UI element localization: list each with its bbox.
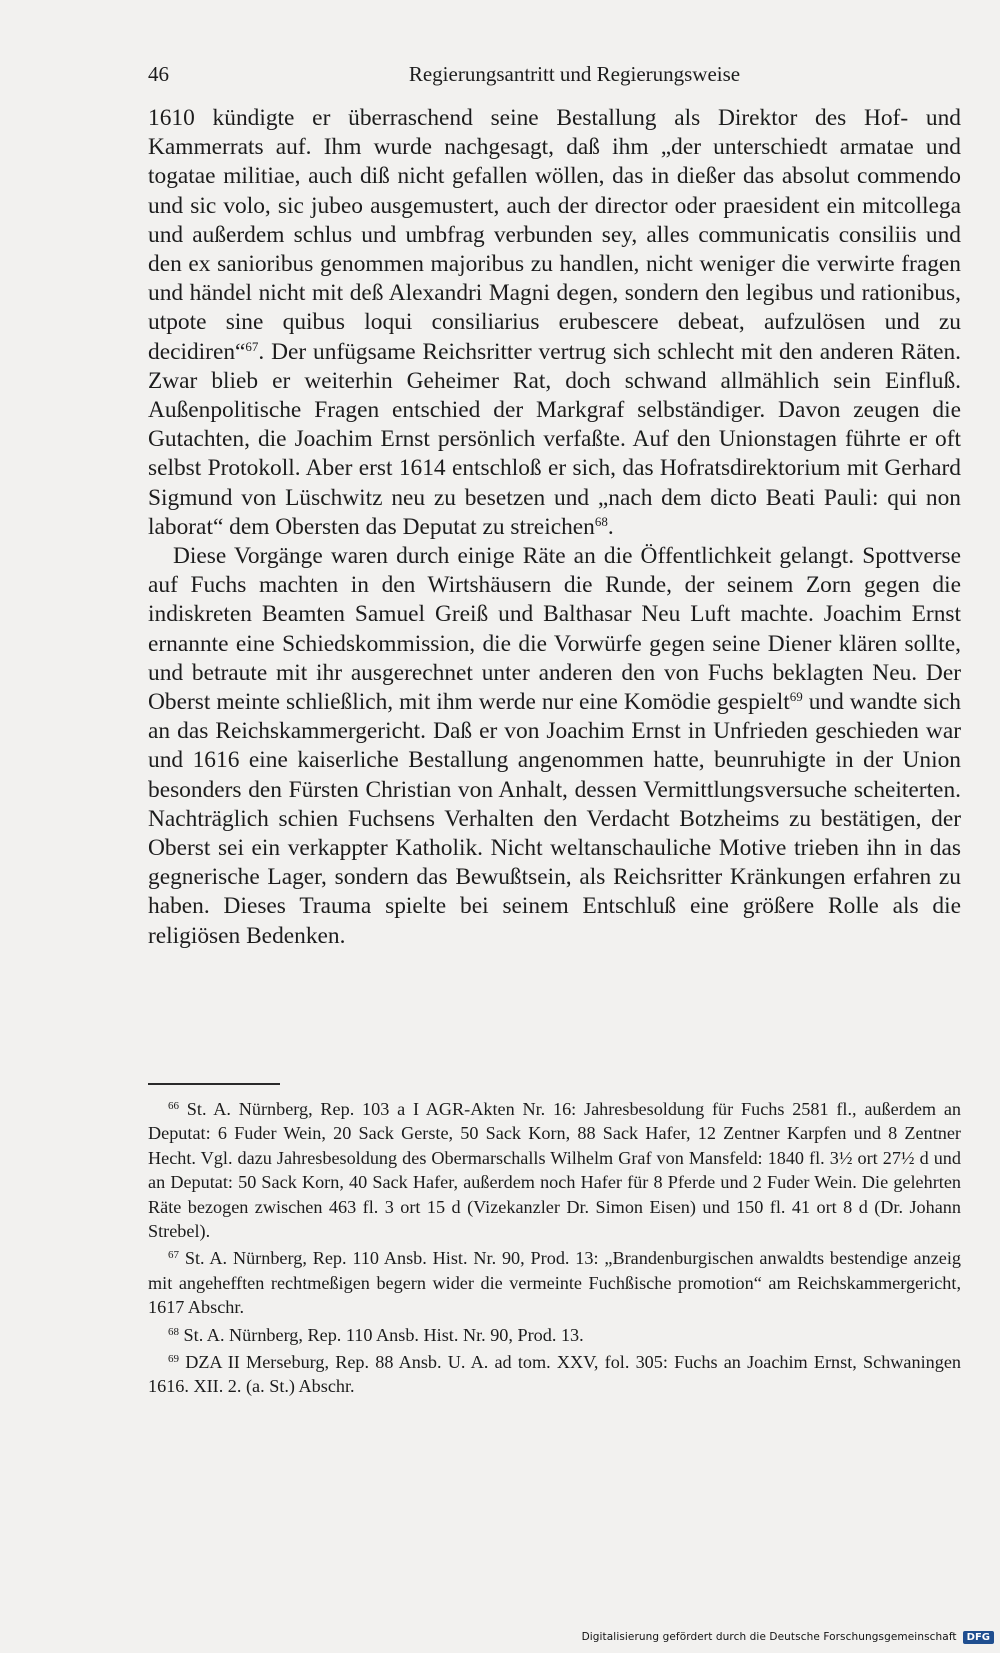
digitization-notice xyxy=(582,1629,994,1645)
footnote-text: St. A. Nürnberg, Rep. 110 Ansb. Hist. Nr. 90, Prod. 13. xyxy=(183,1324,584,1345)
dfg-logo-icon: DFG xyxy=(963,1631,994,1644)
running-head: Regierungsantritt und Regierungsweise xyxy=(408,62,741,86)
footnote-text: St. A. Nürnberg, Rep. 103 a I AGR-Akten Nr. 16: Jahresbesoldung für Fuchs 2581 fl., außerdem an Deputat: 6 Fuder Wein, 20 Sack Gerste, 50 Sack Korn, 88 Sack Hafer, 12 Zentner Karpfen und 8 Zentner Hecht. Vgl. dazu Jahresbesoldung des Obermarschalls Wilhelm Graf von Mansfeld: 1840 fl. 3½ ort 27½ d und an Deputat: 50 Sack Korn, 40 Sack Hafer, außerdem noch Hafer für 8 Pferde und 2 Fuder Wein. Die gelehrten Räte bezogen zwischen 463 fl. 3 ort 15 d (Vizekanzler Dr. Simon Eisen) und 150 fl. 41 ort 8 d (Dr. Johann Strebel). xyxy=(148,1099,961,1242)
footnote-ref-68[interactable]: 68 xyxy=(594,513,608,529)
page-number: 46 xyxy=(148,62,169,86)
footnote-66 xyxy=(148,1097,961,1243)
footnote-text: DZA II Merseburg, Rep. 88 Ansb. U. A. ad tom. XXV, fol. 305: Fuchs an Joachim Ernst, Schwaningen 1616. XII. 2. (a. St.) Abschr. xyxy=(148,1352,961,1397)
footnotes xyxy=(148,1097,961,1402)
text-run: . Der unfügsame Reichsritter vertrug sich schlecht mit den anderen Räten. Zwar blieb er weiterhin Geheimer Rat, doch schwand allmählich sein Einfluß. Außenpolitische Fragen entschied der Markgraf selbständiger. Davon zeugen die Gutachten, die Joachim Ernst persönlich verfaßte. Auf den Unionstagen führte er oft selbst Protokoll. Aber erst 1614 entschloß er sich, das Hofratsdirektorium mit Gerhard Sigmund von Lüschwitz neu zu besetzen und „nach dem dicto Beati Pauli: qui non laborat“ dem Obersten das Deputat zu streichen xyxy=(148,338,961,540)
text-run: Diese Vorgänge waren durch einige Räte an die Öffentlichkeit gelangt. Spottverse auf Fuchs machten in den Wirtshäusern die Runde, der seinem Zorn gegen die indiskreten Beamten Samuel Greiß und Balthasar Neu Luft machte. Joachim Ernst ernannte eine Schiedskommission, die die Vorwürfe gegen seine Diener klären sollte, und betraute mit ihr ausgerechnet unter anderen den von Fuchs beklagten Neu. Der Oberst meinte schließlich, mit ihm werde nur eine Komödie gespielt xyxy=(148,543,961,716)
body-text xyxy=(148,104,961,951)
footnote-divider xyxy=(148,1083,280,1085)
text-run: und wandte sich an das Reichskammergericht. Daß er von Joachim Ernst in Unfrieden geschieden war und 1616 eine kaiserliche Bestallung angenommen hatte, beunruhigte in der Union besonders den Fürsten Christian von Anhalt, dessen Vermittlungsversuche scheiterten. Nachträglich schien Fuchsens Verhalten den Verdacht Botzheims zu bestätigen, der Oberst sei ein verkappter Katholik. Nicht weltanschauliche Motive trieben ihn in das gegnerische Lager, sondern das Bewußtsein, als Reichsritter Kränkungen erfahren zu haben. Dieses Trauma spielte bei seinem Entschluß eine größere Rolle als die religiösen Bedenken. xyxy=(148,689,962,949)
footnote-67 xyxy=(148,1246,961,1319)
paragraph-1 xyxy=(148,104,961,542)
footnote-69 xyxy=(148,1350,961,1399)
text-run: 1610 kündigte er überraschend seine Bestallung als Direktor des Hof- und Kammerrats auf. Ihm wurde nachgesagt, daß ihm „der unterschiedt armatae und togatae militiae, auch diß nicht gefallen wöllen, das in dießer das absolut commendo und sic volo, sic jubeo ausgemustert, auch der director oder praesident ein mitcollega und außerdem schlus und umbfrag verbunden sey, alles communicatis consiliis und den ex sanioribus genommen majoribus zu handlen, nicht weniger die verwirte fragen und händel nicht mit deß Alexandri Magni degen, sondern den legibus und rationibus, utpote sine quibus loqui consiliarius erubescere debeat, aufzulösen und zu decidiren“ xyxy=(148,105,961,365)
paragraph-2 xyxy=(148,542,961,951)
footnote-number: 68 xyxy=(168,1325,179,1338)
footnote-number: 67 xyxy=(168,1249,179,1262)
text-run: . xyxy=(607,513,614,540)
footnote-text: St. A. Nürnberg, Rep. 110 Ansb. Hist. Nr. 90, Prod. 13: „Brandenburgischen anwaldts bestendige anzeig mit angehefften rechtmeßigen begern wider die vermeinte Fuchßische promotion“ am Reichskammergericht, 1617 Abschr. xyxy=(148,1248,961,1318)
footnote-ref-69[interactable]: 69 xyxy=(789,689,803,705)
footnote-number: 69 xyxy=(168,1353,179,1366)
page-header xyxy=(148,62,961,92)
footnote-ref-67[interactable]: 67 xyxy=(245,338,259,354)
footnote-68 xyxy=(148,1323,961,1347)
footnote-number: 66 xyxy=(168,1100,179,1112)
digitization-text: Digitalisierung gefördert durch die Deutsche Forschungsgemeinschaft xyxy=(581,1631,957,1643)
